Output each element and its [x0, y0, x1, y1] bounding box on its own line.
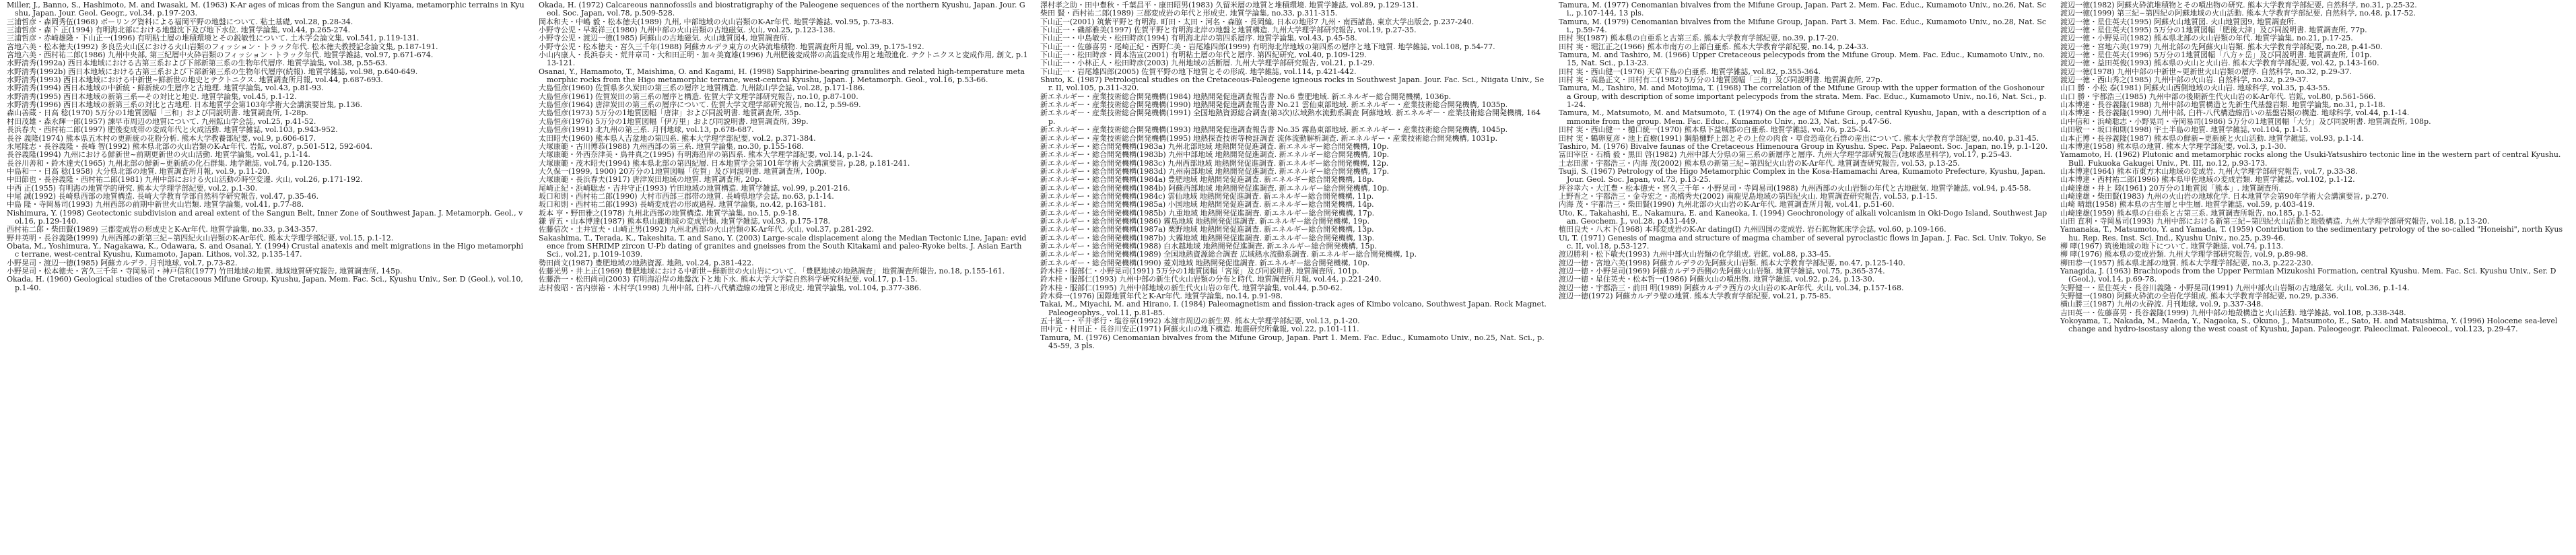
reference-entry: Osanai, Y., Hamamoto, T., Maishima, O. and Kagami, H. (1998) Sapphirine-bearing granulites and related high-temperature metamorphic rocks from the Higo metamorphic terrane, west-central Kyushu, Japan. J. Metamorph. Geol., vol.16, p.53-66. — [539, 67, 1025, 85]
reference-entry: 坂口和則・西村祐二郎(1990) 大村市西部三郡帯の地質. 長崎県地学会誌, no.63, p.1-14. — [539, 191, 834, 201]
reference-entry: 中島和一・日高 稔(1958) 大分県北部の地質. 地質調査所月報, vol.9, p.11-20. — [7, 166, 270, 176]
reference-entry: 田中元・村田正・長谷川安正(1971) 阿蘇火山の地下構造. 地震研究所彙報, vol.22, p.101-111. — [1040, 325, 1359, 334]
reference-entry: 新エネルギー・総合開発機構(1987b) 大霧地域 地熱開発促進調査. 新エネルギー総合開発機構, 13p. — [1040, 233, 1375, 242]
reference-entry: 新エネルギー・産業技術総合開発機構(1990) 地熱開発促進調査報告書 No.21 雲仙東部地域. 新エネルギー・産業技術総合開発機構, 1035p. — [1040, 100, 1508, 110]
reference-column-2 — [532, 1, 1033, 555]
reference-entry: Yamamoto, H. (1962) Plutonic and metamorphic rocks along the Usuki-Yatsushiro tectonic line in the western part of central Kyushu. Bull. Fukuoka Gakugei Univ., Pt. III, no.12, p.93-173. — [2060, 150, 2561, 168]
reference-entry: 水野清秀(1993) 西日本地域における中新世~鮮新世の地史とテクトニクス. 地質調査所月報, vol.44, p.687-693. — [7, 75, 383, 85]
reference-column-1 — [0, 1, 532, 555]
reference-entry: 渡辺一徳・宮地六美(1998) 阿蘇カルデラの先阿蘇火山岩類. 熊本大学教育学部紀要, no.47, p.125-140. — [1559, 258, 1905, 267]
reference-entry: 山本博達・長谷義隆(1990) 九州中部, 臼杵-八代構造線沿いの基盤岩類の構造. 地球科学, vol.44, p.1-14. — [2060, 108, 2410, 118]
reference-entry: Yokoyama, T., Nakada, M., Maeda, Y., Nagaoka, S., Okuno, J., Matsumoto, E., Sato, H. and Matsushima, Y. (1996) Holocene sea-level change and hydro-isostasy along the west coast of Kyushu, Japan. Paleogeogr. Paleoclimat. Paleoecol., vol.123, p.29-47. — [2060, 317, 2558, 334]
reference-entry: 渡辺一徳・宇都浩三・前田 明(1989) 阿蘇カルデラ西方の火山岩のK-Ar年代. 火山, vol.34, p.157-168. — [1559, 283, 1904, 292]
reference-entry: 大島恒彦(1976) 5万分の1地質図幅「伊万里」および同説明書. 地質調査所, 39p. — [539, 117, 809, 126]
reference-entry: 山崎達雄・井上 陸(1961) 20万分の1地質図「熊本」. 地質調査所. — [2060, 183, 2282, 193]
reference-entry: 新エネルギー・総合開発機構(1984b) 阿蘇西部地域 地熱開発促進調査. 新エネルギー総合開発機構, 10p. — [1040, 183, 1390, 193]
reference-entry: 渡辺勝利・松下敏夫(1993) 九州中部火山岩類の化学組成. 岩鉱, vol.88, p.33-45. — [1559, 250, 1831, 259]
reference-entry: 長谷義隆(1994) 九州における鮮新世~前期更新世の火山活動. 地質学論集, vol.41, p.1-14. — [7, 150, 310, 160]
reference-entry: 渡辺一徳(1978) 九州中部の中新世~更新世火山岩類の層序. 自然科学, no.32, p.29-37. — [2060, 67, 2352, 76]
reference-entry: 柳 哮(1976) 熊本県の変成岩類. 九州大学理学部研究報告, vol.9, p.89-98. — [2060, 250, 2309, 259]
reference-entry: 永尾隆志・長谷義隆・長峰 智(1992) 熊本県北部の火山岩類のK-Ar年代. 岩鉱, vol.87, p.501-512, 592-604. — [7, 141, 373, 151]
reference-entry: 渡辺一徳・星住英夫(1996) 5万分の1地質図幅「八方ヶ岳」及び同説明書. 地質調査所, 101p. — [2060, 51, 2372, 60]
reference-entry: 渡辺一徳・小野晃司(1969) 阿蘇カルデラ西側の先阿蘇火山岩類. 地質学雑誌, vol.75, p.365-374. — [1559, 267, 1885, 275]
reference-entry: 渡辺一徳(1999) 第三紀~第四紀の阿蘇地域の火山活動. 熊本大学教育学部紀要, 自然科学, no.48, p.17-52. — [2060, 9, 2416, 18]
reference-entry: 長谷川善和・鈴木達夫(1965) 九州北部の鮮新~更新統の化石群集. 地学雑誌, vol.74, p.120-135. — [7, 158, 332, 168]
reference-entry: Obata, M., Yoshimura, Y., Nagakawa, K., Odawara, S. and Osanai, Y. (1994) Crustal anatexis and melt migrations in the Higo metamorphic terrane, west-central Kyushu, Kumamoto, Japan. Lithos, vol.32, p.135-147. — [7, 241, 524, 259]
reference-entry: 中田節也・長谷義隆・西村祐二郎(1981) 九州中部における火山活動の時空変遷. 火山, vol.26, p.171-192. — [7, 175, 363, 185]
reference-entry: 下山正一(2001) 筑紫平野と有明海. 町田・太田・河名・森脇・長岡編, 日本の地形7 九州・南西諸島, 東京大学出版会, p.237-240. — [1040, 17, 1475, 26]
reference-entry: 中西 正(1955) 有明海の地質学的研究. 熊本大学理学部紀要, vol.2, p.1-30. — [7, 183, 258, 193]
reference-entry: 山本博達・長谷義隆(1988) 九州中部の地質構造と先新生代基盤岩類. 地質学論集, no.31, p.1-18. — [2060, 100, 2385, 110]
reference-entry: 新エネルギー・総合開発機構(1983a) 九州北部地域 地熱開発促進調査. 新エネルギー総合開発機構, 10p. — [1040, 141, 1389, 151]
reference-column-4 — [1552, 1, 2054, 555]
reference-entry: 上野晋之・宇都浩三・金寺宏之・高橋秀夫(2002) 南鹿児島地域の第四紀火山. 地質調査研究報告, vol.53, p.1-15. — [1559, 191, 1938, 201]
reference-entry: 新エネルギー・総合開発機構(1983c) 九州西部地域 地熱開発促進調査. 新エネルギー総合開発機構, 12p. — [1040, 158, 1389, 168]
reference-entry: 小野晃司・松本徳夫・宮久三千年・寺岡易司・神戸信和(1977) 竹田地域の地質. 地域地質研究報告, 地質調査所, 145p. — [7, 267, 403, 275]
reference-entry: 宮地六美・松本徳夫(1992) 多良岳火山区における火山岩類のフィッション・トラック年代. 松本徳夫教授記念論文集, p.187-191. — [7, 42, 438, 51]
reference-entry: 長谷 義隆(1974) 熊本県五木村の更新統の花粉分析. 熊本大学教養部紀要, vol.9, p.606-617. — [7, 133, 316, 143]
reference-entry: 山田敬一・坂口和則(1998) 宇土半島の地質. 地質学雑誌, vol.104, p.1-15. — [2060, 125, 2311, 135]
reference-entry: 大塚康範・古川博恭(1988) 九州西部の第三系. 地質学論集, no.30, p.155-168. — [539, 141, 804, 151]
reference-column-5 — [2054, 1, 2569, 555]
reference-entry: Tashiro, M. (1976) Bivalve faunas of the Cretaceous Himenoura Group in Kyushu. Spec. Pap. Palaeont. Soc. Japan, no.19, p.1-120. — [1559, 141, 2048, 151]
reference-entry: Tsuji, S. (1967) Petrology of the Higo Metamorphic Complex in the Kosa-Hamamachi Area, Kumamoto Prefecture, Kyushu, Japan. Jour. Geol. Soc. Japan, vol.73, p.13-25. — [1559, 166, 2045, 185]
reference-entry: 水野清秀(1994) 西日本地域の中新統・鮮新統の生層序と古地理. 地質学論集, vol.43, p.81-93. — [7, 84, 324, 93]
reference-entry: 佐藤信次・土井宣夫・山崎正男(1992) 九州北西部の火山岩類のK-Ar年代. 火山, vol.37, p.281-292. — [539, 225, 874, 234]
reference-entry: 大塚康範・茂木昭夫(1994) 熊本県北部の第四紀層. 日本地質学会第101年学術大会講演要旨, p.28, p.181-241. — [539, 158, 910, 168]
reference-entry: 三浦哲彦・森下 正(1994) 有明海北部における地盤沈下及び地下水位. 地質学論集, vol.44, p.265-274. — [7, 26, 351, 35]
reference-entry: Miller, J., Banno, S., Hashimoto, M. and Iwasaki, M. (1963) K-Ar ages of micas from the Sangun and Kiyama, metamorphic terrains in Kyushu, Japan. Jour. Geol. Geogr., vol.34, p.197-203. — [7, 1, 524, 18]
reference-entry: 水野清秀(1996) 西日本地域の新第三系の対比と古地理. 日本地質学会第103年学術大会講演要旨集, p.136. — [7, 100, 363, 110]
reference-entry: 中尾 誠(1992) 長崎県西部の地質構造. 長崎大学教育学部自然科学研究報告, vol.47, p.35-46. — [7, 191, 319, 201]
reference-entry: 小野寺公児・早坂祥三(1980) 九州中部の火山岩類の古地磁気. 火山, vol.25, p.123-138. — [539, 26, 836, 35]
reference-entry: Tamura, M., Tashiro, M. and Motojima, T. (1968) The correlation of the Mifune Group with the upper formation of the Goshonoura Group, with description of some important pelecypods from the strata. Mem. Fac. Educ., Kumamoto Univ., no.16, Nat. Sci., p.1-24. — [1559, 84, 2047, 110]
reference-entry: 山崎 晴雄(1958) 熊本県の古生層と中生層. 地質学雑誌, vol.59, p.403-419. — [2060, 200, 2315, 209]
reference-entry: Yanagida, J. (1963) Brachiopods from the Upper Permian Mizukoshi Formation, central Kyushu. Mem. Fac. Sci. Kyushu Univ., Ser. D (Geol.), vol.14, p.69-78. — [2060, 267, 2556, 284]
reference-entry: 新エネルギー・総合開発機構(1984c) 雲仙地域 地熱開発促進調査. 新エネルギー総合開発機構, 11p. — [1040, 191, 1374, 201]
reference-entry: 鈴木桂・服部仁・小野晃司(1991) 5万分の1地質図幅「宮原」及び同説明書. 地質調査所, 101p. — [1040, 267, 1359, 275]
reference-entry: 大島恒彦(1960) 佐賀県多久炭田の第三系の層序と地質構造. 九州鉱山学会誌, vol.28, p.171-186. — [539, 84, 865, 93]
reference-entry: 山中信和・浜崎聡志・小野晃司・寺岡易司(1986) 5万分の1地質図幅「大分」及び同説明書. 地質調査所, 108p. — [2060, 117, 2431, 126]
reference-entry: 鈴木桂・服部仁(1993) 九州中部の新生代火山岩類の分布と時代. 地質調査所月報, vol.44, p.221-240. — [1040, 275, 1382, 284]
reference-entry: 山本博達・西村祐二郎(1996) 熊本県甲佐地域の変成岩類. 地質学雑誌, vol.102, p.1-12. — [2060, 175, 2355, 185]
reference-entry: Okada, H. (1960) Geological studies of the Cretaceous Mifune Group, Kyushu, Japan. Mem. Fac. Sci., Kyushu Univ., Ser. D (Geol.), vol.10, p.1-40. — [7, 275, 523, 292]
reference-entry: 尾崎正紀・浜崎聡志・吉井守正(1993) 竹田地域の地質構造. 地質学雑誌, vol.99, p.201-216. — [539, 183, 850, 193]
reference-entry: 渡辺一徳・星住英夫・松本哲一(1986) 阿蘇火山の噴出物. 地質学雑誌, vol.92, p.24, p.13-30. — [1559, 275, 1875, 284]
reference-entry: 山本博達(1964) 熊本市東方木山地域の変成岩. 九州大学理学部研究報告, vol.7, p.33-38. — [2060, 166, 2358, 176]
reference-entry: 田村 実・鶴卵夏彦・池上直樹(1991) 鋼船樋野上部とその上位の肉食・草食恐竜化石群の産出について. 熊本大学教育学部紀要, no.40, p.31-45. — [1559, 133, 2039, 143]
reference-entry: 新エネルギー・総合開発機構(1984a) 豊肥地域 地熱開発促進調査. 新エネルギー総合開発機構, 18p. — [1040, 175, 1374, 185]
reference-entry: 新エネルギー・産業技術総合開発機構(1991) 全国地熱資源総合調査(第3次)広域熱水流動系調査 阿蘇地域. 新エネルギー・産業技術総合開発機構, 164p. — [1040, 108, 1541, 126]
reference-entry: 渡辺一徳・益田英俊(1993) 熊本県の火山と火山岩. 熊本大学教育学部紀要, vol.42, p.143-160. — [2060, 59, 2379, 68]
reference-entry: 新エネルギー・総合開発機構(1988) 白水越地域 地熱開発促進調査. 新エネルギー総合開発機構, 15p. — [1040, 241, 1378, 251]
reference-entry: Tamura, M. (1976) Cenomanian bivalves from the Mifune Group, Japan. Part 1. Mem. Fac. Educ., Kumamoto Univ., no.25, Nat. Sci., p.45-59, 3 pls. — [1040, 333, 1545, 351]
reference-entry: 小野晃司・渡辺一徳(1985) 阿蘇カルデラ. 月刊地球, vol.7, p.73-82. — [7, 258, 238, 267]
reference-entry: 渡辺一徳(1982) 阿蘇火砕流堆積物とその噴出物の研究. 熊本大学教育学部紀要, 自然科学, no.31, p.25-32. — [2060, 1, 2417, 9]
reference-entry: 坪谷幸六・大江豊・松本徳夫・宮久三千年・小野晃司・寺岡易司(1988) 九州西部の火山岩類の年代と古地磁気. 地質学雑誌, vol.94, p.45-58. — [1559, 183, 2031, 193]
reference-entry: 渡辺一徳・西山秀之(1985) 九州中部の火山岩. 自然科学, no.32, p.29-37. — [2060, 75, 2309, 85]
reference-entry: 渡辺一徳(1972) 阿蘇カルデラ壁の地質. 熊本大学教育学部紀要, vol.21, p.75-85. — [1559, 292, 1831, 301]
reference-entry: Tamura, M. (1979) Cenomanian bivalves from the Mifune Group, Japan. Part 3. Mem. Fac. Educ., Kumamoto Univ., no.28, Nat. Sci., p.59-74. — [1559, 17, 2047, 35]
reference-entry: 坂本 亨・野田雅之(1978) 九州北西部の地質構造. 地質学論集, no.15, p.9-18. — [539, 208, 800, 218]
reference-entry: 水野清秀(1992a) 西日本地域における古第三系および下部新第三系の生物年代層序. 地質学論集, vol.38, p.55-63. — [7, 59, 388, 68]
reference-entry: 新エネルギー・総合開発機構(1983d) 九州南部地域 地熱開発促進調査. 新エネルギー総合開発機構, 17p. — [1040, 166, 1390, 176]
reference-entry: Shuto, K. (1987) Petrological studies on the Cretaceous-Paleogene igneous rocks in Southwest Japan. Jour. Fac. Sci., Niigata Univ., Ser. II, vol.105, p.311-320. — [1040, 75, 1545, 93]
reference-entry: 大島恒彦(1961) 佐賀炭田の第三系の層序と構造. 佐賀大学文理学部研究報告, no.10, p.87-100. — [539, 92, 858, 101]
reference-entry: 新エネルギー・総合開発機構(1990) 菱刈地域 地熱開発促進調査. 新エネルギー総合開発機構, 10p. — [1040, 258, 1370, 267]
reference-column-3 — [1033, 1, 1552, 555]
reference-entry: 山崎達雄・柴田賢(1983) 九州の火山岩の地球化学. 日本地質学会第90年学術大会講演要旨, p.270. — [2060, 191, 2389, 201]
reference-entry: 植田良夫・八木下(1968) 本邦変成岩のK-Ar dating(I) 九州四国の変成岩. 岩石鉱物鉱床学会誌, vol.60, p.109-166. — [1559, 225, 1946, 234]
reference-entry: 中島 隆・寺岡易司(1993) 九州西部の前期中新世火山岩類. 地質学論集, vol.41, p.77-88. — [7, 200, 304, 209]
reference-entry: 鈴木桂・服部仁(1995) 九州中部地域の新生代火山岩の年代. 地質学論集, vol.44, p.50-62. — [1040, 283, 1343, 292]
reference-entry: 佐藤浩一・松田尚司(2003) 有明海沿岸の地盤沈下と地下水. 熊本大学大学院自然科学研究科紀要, vol.17, p.1-15. — [539, 275, 918, 284]
reference-entry: 山本博達(1958) 熊本県の地質. 熊本大学理学部紀要, vol.3, p.1-30. — [2060, 141, 2286, 151]
reference-entry: 下山正一・佐藤喜男・尾崎正紀・西野仁美・岩尾雄四郎(1999) 有明海北岸地域の第四系の層序と地下地質. 地学雑誌, vol.108, p.54-77. — [1040, 42, 1495, 51]
reference-entry: 田村 実・西山健一・樋口統一(1970) 熊本県下益城郡の白亜系. 地質学雑誌, vol.76, p.25-34. — [1559, 125, 1871, 135]
reference-entry: 澤村孝之助・田中豊秋・千葉昌平・康田昭男(1983) 久留米層の地質と堆積環境. 地質学雑誌, vol.89, p.129-131. — [1040, 1, 1419, 9]
reference-entry: 三浦哲彦・森岡秀伍(1968) ボーリング資料による福岡平野の地盤について. 粘土基礎, vol.28, p.28-34. — [7, 17, 353, 26]
reference-entry: 小野寺公児・松本徳夫・宮久三千年(1988) 阿蘇カルデラ東方の火砕流堆積物. 地質調査所月報, vol.39, p.175-192. — [539, 42, 924, 51]
reference-entry: 大塚康範・外西奈津美・鳥井真之(1995) 有明海沿岸の第四系. 熊本大学理学部紀要, vol.14, p.1-24. — [539, 150, 873, 160]
reference-entry: 新エネルギー・産業技術総合開発機構(1993) 地熱開発促進調査報告書 No.35 霧島東部地域. 新エネルギー・産業技術総合開発機構, 1045p. — [1040, 125, 1508, 135]
reference-entry: 鎌 晋五・山本博達(1987) 熊本県山鹿地域の変成岩類. 地質学雑誌, vol.93, p.175-178. — [539, 216, 831, 226]
reference-entry: 大久保一(1999, 1900) 20万分の1地質図幅「佐賀」及び同説明書. 地質調査所, 100p. — [539, 166, 827, 176]
reference-entry: 水野清秀(1995) 西日本地域の新第三系—その対比と地史. 地質学論集, vol.45, p.1-12. — [7, 92, 297, 101]
reference-entry: Sakashima, T., Terada, K., Takeshita, T. and Sano, Y. (2003) Large-scale displacement along the Median Tectonic Line, Japan: evidence from SHRIMP zircon U-Pb dating of granites and gneisses from the South Kitakami and paleo-Ryoke belts. J. Asian Earth Sci., vol.21, p.1019-1039. — [539, 233, 1027, 259]
reference-entry: 岡本和夫・中嶋 毅・松本徳夫(1989) 九州, 中部地域の火山岩類のK-Ar年代. 地質学雑誌, vol.95, p.73-83. — [539, 17, 894, 26]
reference-entry: 渡辺一徳・星住英夫(1995) 阿蘇火山地質図. 火山地質図9, 地質調査所. — [2060, 17, 2297, 26]
reference-entry: 土志田潔・宇都浩三・内海 茂(2002) 熊本県の新第三紀~第四紀火山岩のK-Ar年代. 地質調査研究報告, vol.53, p.13-25. — [1559, 158, 1960, 168]
reference-entry: 田村 実・西山健一(1976) 天草下島の白亜系. 地質学雑誌, vol.82, p.355-364. — [1559, 67, 1821, 76]
reference-entry: 五十嵐一・平井孝行・塩谷章(1992) 本渡市周辺の新生界. 熊本大学理学部紀要, vol.13, p.1-20. — [1040, 317, 1360, 326]
reference-entry: 矢野健一(1980) 阿蘇火砕流の全岩化学組成. 熊本大学教育学部紀要, no.29, p.336. — [2060, 292, 2339, 301]
reference-entry: Ui, T. (1971) Genesis of magma and structure of magma chamber of several pyroclastic flows in Japan. J. Fac. Sci. Univ. Tokyo, Sec. II, vol.18, p.53-127. — [1559, 233, 2046, 251]
reference-entry: 渡辺一徳・宮地六美(1979) 九州北部の先阿蘇火山岩類. 熊本大学教育学部紀要, no.28, p.41-50. — [2060, 42, 2383, 51]
reference-entry: 田村 実・堀江正之(1966) 熊本市南方の上部白亜系. 熊本大学教育学部紀要, no.14, p.24-33. — [1559, 42, 1869, 51]
reference-entry: 柳田恭一(1957) 熊本県北部の地質. 熊本大学理学部紀要, no.3, p.222-230. — [2060, 258, 2313, 267]
reference-entry: 下山正一・磯部雅美(1997) 佐賀平野と有明海北岸の地盤と地質構造. 九州大学理学部研究報告, vol.19, p.27-35. — [1040, 26, 1417, 35]
reference-entry: 山口 勝・宇都浩三(1985) 九州中部の後期新生代火山岩のK-Ar年代. 岩鉱, vol.80, p.561-566. — [2060, 92, 2376, 101]
reference-entry: 新エネルギー・総合開発機構(1987a) 栗野地域 地熱開発促進調査. 新エネルギー総合開発機構, 13p. — [1040, 225, 1374, 234]
reference-entry: 渡辺一徳・星住英夫(1995) 5万分の1地質図幅「肥後大津」及び同説明書. 地質調査所, 77p. — [2060, 26, 2367, 35]
reference-entry: 三浦哲彦・赤崎雄隆・下山正一(1996) 有明粘土層の堆積環境とその鋭敏性について. 土木学会論文集, vol.541, p.119-131. — [7, 34, 419, 43]
reference-entry: 新エネルギー・総合開発機構(1983b) 九州中部地域 地熱開発促進調査. 新エネルギー総合開発機構, 10p. — [1040, 150, 1390, 160]
reference-entry: Tamura, M. and Tashiro, M. (1966) Upper Cretaceous pelecypods from the Mifune Group. Mem. Fac. Educ., Kumamoto Univ., no.15, Nat. Sci., p.13-23. — [1559, 51, 2045, 68]
reference-entry: Tamura, M. (1977) Cenomanian bivalves from the Mifune Group, Japan. Part 2. Mem. Fac. Educ., Kumamoto Univ., no.26, Nat. Sci., p.107-144, 13 pls. — [1559, 1, 2047, 18]
reference-entry: 西村祐二郎・柴田賢(1989) 三郡変成岩の形成史とK-Ar年代. 地質学論集, no.33, p.343-357. — [7, 225, 318, 234]
reference-entry: 山崎達雄(1959) 熊本県の白亜系と古第三系. 地質調査所報告, no.185, p.1-52. — [2060, 208, 2324, 218]
reference-entry: 山本正博・長谷義隆(1987) 熊本県の鮮新~更新統と火山活動. 地質学雑誌, vol.93, p.1-14. — [2060, 133, 2364, 143]
reference-entry: 大島恒彦(1964) 唐津炭田の第三系の層序について. 佐賀大学文理学部研究報告, no.12, p.59-69. — [539, 100, 861, 110]
reference-entry: 田村 実・高島正文・田村有二(1982) 5万分の1地質図幅「三角」及び同説明書. 地質調査所, 27p. — [1559, 75, 1883, 85]
reference-entry: Takai, M., Miyachi, M. and Hirano, I. (1984) Paleomagnetism and fission-track ages of Kimbo volcano, Southwest Japan. Rock Magnet. Paleogeophys., vol.11, p.81-85. — [1040, 300, 1547, 317]
reference-entry: 下山正一・岩尾雄四郎(2005) 佐賀平野の地下地質とその形成. 地学雑誌, vol.114, p.421-442. — [1040, 67, 1357, 76]
reference-entry: Tamura, M., Matsumoto, M. and Matsumoto, T. (1974) On the age of Mifune Group, central Kyushu, Japan, with a description of ammonite from the group. Mem. Fac. Educ., Kumamoto Univ., no.23, Nat. Sci., p.47-56. — [1559, 108, 2047, 126]
reference-entry: 新エネルギー・総合開発機構(1986) 霧島地域 地熱開発促進調査. 新エネルギー総合開発機構, 19p. — [1040, 216, 1370, 226]
reference-entry: 新エネルギー・産業技術総合開発機構(1995) 地熱探査技術等検証調査 流体流動解析調査. 新エネルギー・産業技術総合開発機構, 1031p. — [1040, 133, 1498, 143]
reference-entry: 坂口和則・西村祐二郎(1993) 長崎変成岩の形成過程. 地質学論集, no.42, p.163-181. — [539, 200, 826, 209]
reference-entry: Yamanaka, T., Matsumoto, Y. and Yamada, T. (1959) Contribution to the sedimentary petrology of the so-called "Honeishi", north Kyushu. Rep. Res. Inst. Sci. Ind., Kyushu Univ., no.25, p.39-46. — [2060, 225, 2563, 242]
reference-entry: 内海 茂・宇都浩三・柴田賢(1990) 九州北部の火山岩のK-Ar年代. 地質調査所月報, vol.41, p.51-60. — [1559, 200, 1895, 209]
reference-entry: 大塚康範・長浜春夫(1917) 唐津炭田地域の地質. 地質調査所, 20p. — [539, 175, 762, 185]
reference-entry: 冨田宰臣・石橋 毅・黒田 啓(1982) 九州中部大分県の第三系の新層序と層序. 九州大学理学部研究報告(地球惑星科学), vol.17, p.25-43. — [1559, 150, 2012, 160]
reference-entry: 大島恒彦(1973) 5万分の1地質図幅「唐津」および同説明書. 地質調査所, 35p. — [539, 108, 801, 118]
reference-entry: 山田 直利・寺岡易司(1993) 九州中部における新第三紀~第四紀火山活動と地殻構造. 九州大学理学部研究報告, vol.18, p.13-20. — [2060, 216, 2490, 226]
reference-entry: 村田茂雄・森永輝一郎(1957) 諫早市周辺の地質について. 九州鉱山学会誌, vol.25, p.41-52. — [7, 117, 316, 126]
reference-entry: 吉田英一・佐藤喜男・長谷義隆(1999) 九州中部の地殻構造と火山活動. 地学雑誌, vol.108, p.338-348. — [2060, 308, 2406, 317]
reference-entry: 長浜春夫・西村祐二郎(1997) 肥後変成帯の変成年代と火成活動. 地質学雑誌, vol.103, p.943-952. — [7, 125, 338, 135]
reference-entry: 新エネルギー・総合開発機構(1989) 全国地熱資源総合調査 広域熱水流動系調査. 新エネルギー総合開発機構, 1p. — [1040, 250, 1417, 259]
reference-entry: 大島恒彦(1991) 北九州の第三系. 月刊地球, vol.13, p.678-687. — [539, 125, 754, 135]
reference-entry: Okada, H. (1972) Calcareous nannofossils and biostratigraphy of the Paleogene sequences of the northern Kyushu, Japan. Jour. Geol. Soc. Japan, vol.78, p.509-528. — [539, 1, 1025, 18]
reference-entry: 田村 実(1987) 熊本県の白亜系と古第三系. 熊本大学教育学部紀要, no.39, p.17-20. — [1559, 34, 1839, 43]
reference-entry: 下山正一・小林正人・松田時彦(2003) 九州地域の活断層. 九州大学理学部研究報告, vol.21, p.1-29. — [1040, 59, 1375, 68]
reference-entry: 水野清秀(1992b) 西日本地域における古第三系および下部新第三系の生物年代層序(続報). 地質学雑誌, vol.98, p.640-649. — [7, 67, 418, 76]
reference-entry: 山口 勝・小松 泰(1981) 阿蘇火山西側地域の火山岩. 地球科学, vol.35, p.43-55. — [2060, 84, 2330, 93]
reference-entry: Nishimura, Y. (1998) Geotectonic subdivision and areal extent of the Sangun Belt, Inner Zone of Southwest Japan. J. Metamorph. Geol., vol.16, p.129-140. — [7, 208, 523, 226]
reference-entry: 志村俊昭・宮内崇裕・木村学(1998) 九州中部, 臼杵-八代構造線の地質と形成史. 地質学論集, vol.104, p.377-386. — [539, 283, 922, 292]
reference-entry: 小山内康人・長浜春夫・荒井章司・大和田正明・加々美寛雄(1996) 九州肥後変成帯の高温変成作用と地殻進化. テクトニクスと変成作用, 創文, p.113-121. — [539, 51, 1028, 68]
reference-entry: 渡辺一徳・小野晃司(1982) 熊本県北部の火山岩類の年代. 地質学論集, no.21, p.17-25. — [2060, 34, 2353, 43]
reference-entry: 柴田 賢・西村祐二郎(1989) 三郡変成岩の年代と形成史. 地質学論集, no.33, p.311-315. — [1040, 9, 1338, 18]
reference-entry: 鈴木舜一(1976) 国際地質年代とK-Ar年代. 地質学論集, no.14, p.91-98. — [1040, 292, 1283, 301]
reference-entry: 太田昭夫(1960) 熊本県人吉盆地の第四系. 熊本大学理学部紀要, vol.2, p.371-384. — [539, 133, 816, 143]
reference-entry: 矢野健一・星住英夫・長谷川義隆・小野晃司(1991) 九州中部火山岩類の古地磁気. 火山, vol.36, p.1-14. — [2060, 283, 2410, 292]
reference-entry: 野井英明・長谷義隆(1999) 九州西部の新第三紀~第四紀火山岩類のK-Ar年代. 熊本大学理学部紀要, vol.15, p.1-12. — [7, 233, 394, 242]
reference-entry: 勢田尚文(1987) 豊肥地域の地熱資源. 地熱, vol.24, p.381-422. — [539, 258, 754, 267]
reference-entry: 下山正一・中島敏夫・松田時彦(1994) 有明海北岸の第四系層序. 地質学論集, vol.43, p.45-58. — [1040, 34, 1357, 43]
reference-entry: 森山善蔵・日高 稔(1970) 5万分の1地質図幅「三和」および同説明書. 地質調査所, 1-28p. — [7, 108, 308, 118]
reference-entry: 柳 哮(1967) 筑後地域の地下について. 地質学雑誌, vol.74, p.113. — [2060, 241, 2284, 251]
reference-entry: 宮地六美・西村祐二郎(1986) 九州中央部, 第三紀層中火砕岩類のフィッション・トラック年代. 地質学雑誌, vol.97, p.671-674. — [7, 51, 434, 60]
reference-entry: 横山勝三(1987) 九州の火砕流. 月刊地球, vol.9, p.337-348. — [2060, 300, 2264, 309]
reference-entry: 小野寺公児・渡辺一徳(1985) 阿蘇山の古地磁気. 火山地質図4, 地質調査所. — [539, 34, 790, 43]
reference-entry: 佐藤光男・井上正(1969) 豊肥地域における中新世~鮮新世の火山岩について. 「豊肥地域の地熱調査」 地質調査所報告, no.18, p.155-161. — [539, 267, 1005, 275]
reference-entry: 新エネルギー・産業技術総合開発機構(1984) 地熱開発促進調査報告書 No.6 豊肥地域. 新エネルギー総合開発機構, 1036p. — [1040, 92, 1452, 101]
reference-entry: 新エネルギー・総合開発機構(1985b) 九重地域 地熱開発促進調査. 新エネルギー総合開発機構, 17p. — [1040, 208, 1375, 218]
reference-entry: Uto, K., Takahashi, E., Nakamura, E. and Kaneoka, I. (1994) Geochronology of alkali volcanism in Oki-Dogo Island, Southwest Japan. Geochem. J., vol.28, p.431-449. — [1559, 208, 2047, 226]
reference-entry: 新エネルギー・総合開発機構(1985a) 小国地域 地熱開発促進調査. 新エネルギー総合開発機構, 14p. — [1040, 200, 1374, 209]
reference-entry: 下山正一・松田時彦・岡本浩宣(2001) 有明粘土層の年代と層序. 第四紀研究, vol.40, p.109-129. — [1040, 51, 1367, 60]
